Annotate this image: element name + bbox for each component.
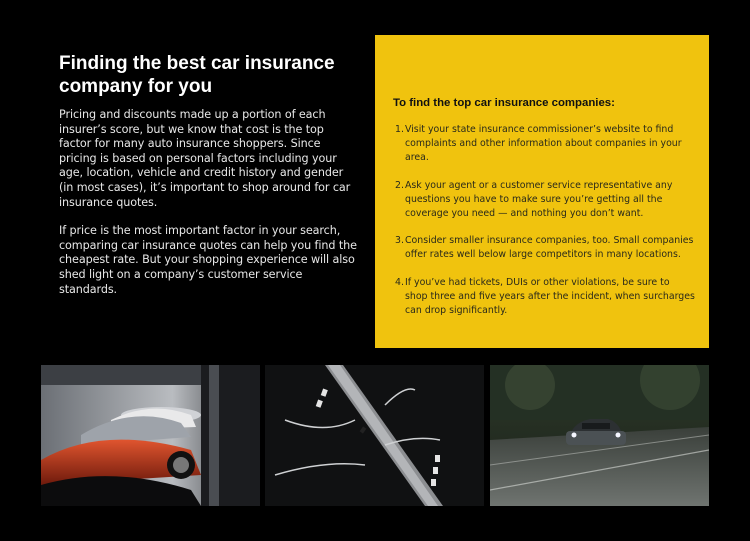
list-item (395, 179, 695, 221)
night-driving-car-photo (490, 365, 709, 506)
showroom-cars-photo (41, 365, 260, 506)
page-title: Finding the best car insurance company for you (59, 53, 335, 97)
list-item-text: Consider smaller insurance companies, too. Small companies offer rates well below large competitors in many locations. (405, 235, 694, 260)
intro-paragraph-1: Pricing and discounts made up a portion of each insurer’s score, but we know that cost is the top factor for many auto insurance shoppers. Since pricing is based on personal factors including your age, location, vehicle and credit history and gender (in most cases), it’s important to shop around for car insurance quotes. (59, 108, 351, 209)
list-item-text: Ask your agent or a customer service representative any questions you have to make sure you’re getting all the coverage you need — and nothing you don’t want. (405, 179, 673, 219)
list-item-number: 2. (395, 179, 404, 191)
list-item (395, 234, 695, 262)
intro-section (59, 52, 359, 297)
list-item-number: 4. (395, 276, 404, 288)
tips-panel (375, 35, 709, 348)
intro-paragraph-2: If price is the most important factor in your search, comparing car insurance quotes can help you find the cheapest rate. But your shopping experience will also shed light on a company’s customer service standards. (59, 224, 357, 296)
list-item-number: 3. (395, 235, 404, 246)
aerial-bridge-road-photo (265, 365, 484, 506)
list-item (395, 123, 695, 165)
list-item-number: 1. (395, 124, 404, 135)
tips-title: To find the top car insurance companies: (393, 97, 615, 109)
list-item-text: Visit your state insurance commissioner’s website to find complaints and other information about companies in your area. (405, 124, 682, 163)
list-item (395, 276, 695, 318)
tips-list (395, 123, 695, 331)
list-item-text: If you’ve had tickets, DUIs or other violations, be sure to shop three and five years after the incident, when surcharges can drop significantly. (405, 276, 695, 316)
